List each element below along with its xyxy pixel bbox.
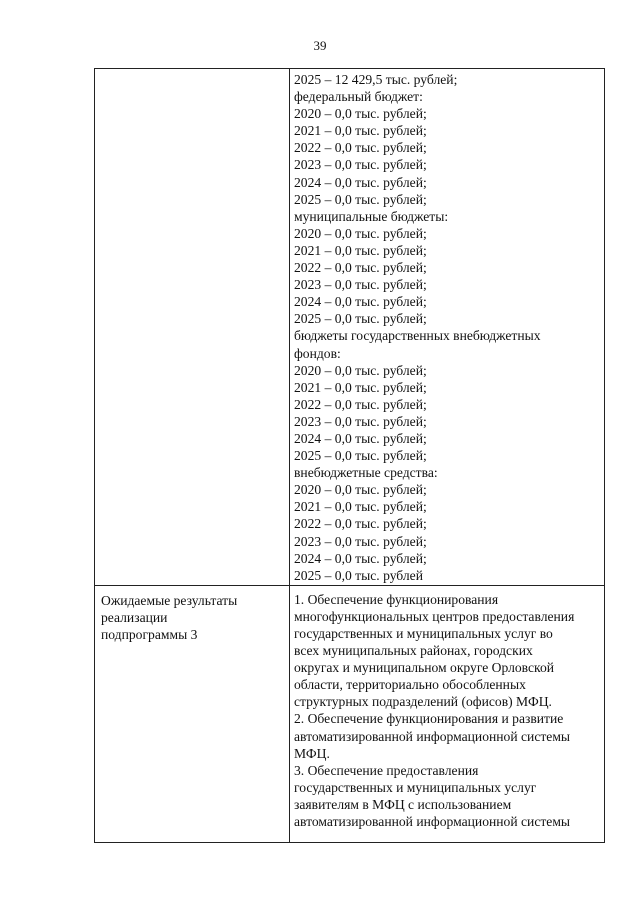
cell-text-line: 2022 – 0,0 тыс. рублей; <box>294 396 427 412</box>
cell-text-line: 2020 – 0,0 тыс. рублей; <box>294 362 427 378</box>
cell-text-line: области, территориально обособленных <box>294 677 526 693</box>
cell-text-line: 2021 – 0,0 тыс. рублей; <box>294 242 427 258</box>
row-label-cell <box>95 69 290 586</box>
label-text-line: Ожидаемые результаты <box>101 592 238 608</box>
cell-text-line: 2022 – 0,0 тыс. рублей; <box>294 516 427 532</box>
cell-text-line: 2021 – 0,0 тыс. рублей; <box>294 123 427 139</box>
cell-text-line: муниципальные бюджеты: <box>294 208 449 224</box>
cell-text-line: 1. Обеспечение функционирования <box>294 591 499 607</box>
row-label-cell <box>95 585 290 842</box>
cell-text-line: округах и муниципальном округе Орловской <box>294 660 555 676</box>
cell-text-line: 2021 – 0,0 тыс. рублей; <box>294 499 427 515</box>
cell-text-line: 2022 – 0,0 тыс. рублей; <box>294 260 427 276</box>
cell-text-line: 2025 – 0,0 тыс. рублей; <box>294 311 427 327</box>
cell-text-line: внебюджетные средства: <box>294 465 438 481</box>
cell-text-line: 2023 – 0,0 тыс. рублей; <box>294 277 427 293</box>
cell-text-line: 2025 – 12 429,5 тыс. рублей; <box>294 72 458 87</box>
cell-text-line: структурных подразделений (офисов) МФЦ. <box>294 694 552 710</box>
cell-text-line: государственных и муниципальных услуг <box>294 779 537 795</box>
cell-text-line: 2023 – 0,0 тыс. рублей; <box>294 413 427 429</box>
cell-text-line: 2025 – 0,0 тыс. рублей <box>294 567 423 583</box>
label-text-line: подпрограммы 3 <box>101 627 198 642</box>
cell-text-line: государственных и муниципальных услуг во <box>294 626 553 641</box>
cell-text-line: 2024 – 0,0 тыс. рублей; <box>294 174 427 190</box>
cell-text-line: МФЦ. <box>294 745 330 761</box>
table-row <box>95 585 605 842</box>
cell-text-line: 3. Обеспечение предоставления <box>294 762 479 778</box>
cell-text-line: 2. Обеспечение функционирования и развитие <box>294 711 564 727</box>
cell-text-line: 2022 – 0,0 тыс. рублей; <box>294 140 427 156</box>
cell-text-line: 2023 – 0,0 тыс. рублей; <box>294 533 427 549</box>
program-table <box>94 68 605 843</box>
table-row <box>95 69 605 586</box>
cell-text-line: 2025 – 0,0 тыс. рублей; <box>294 191 427 207</box>
cell-text-line: всех муниципальных районах, городских <box>294 643 533 659</box>
cell-text-line: 2020 – 0,0 тыс. рублей; <box>294 225 427 241</box>
cell-text-line: 2024 – 0,0 тыс. рублей; <box>294 430 427 446</box>
cell-text-line: 2020 – 0,0 тыс. рублей; <box>294 482 427 498</box>
cell-text-line: 2024 – 0,0 тыс. рублей; <box>294 294 427 310</box>
cell-text-line: бюджеты государственных внебюджетных <box>294 328 541 344</box>
page-number: 39 <box>313 38 327 53</box>
cell-text-line: федеральный бюджет: <box>294 89 423 105</box>
cell-text-line: 2025 – 0,0 тыс. рублей; <box>294 448 427 464</box>
expected-results-cell <box>290 585 605 842</box>
cell-text-line: 2023 – 0,0 тыс. рублей; <box>294 157 427 173</box>
cell-text-line: автоматизированной информационной системы <box>294 728 571 744</box>
cell-text-line: 2021 – 0,0 тыс. рублей; <box>294 379 427 395</box>
cell-text-line: 2020 – 0,0 тыс. рублей; <box>294 106 427 122</box>
label-text-line: реализации <box>101 609 168 625</box>
financing-cell <box>290 69 605 586</box>
cell-text-line: 2024 – 0,0 тыс. рублей; <box>294 550 427 566</box>
cell-text-line: автоматизированной информационной системы <box>294 814 571 830</box>
cell-text-line: заявителям в МФЦ с использованием <box>294 796 512 812</box>
cell-text-line: фондов: <box>294 345 341 361</box>
cell-text-line: многофункциональных центров предоставления <box>294 608 575 624</box>
